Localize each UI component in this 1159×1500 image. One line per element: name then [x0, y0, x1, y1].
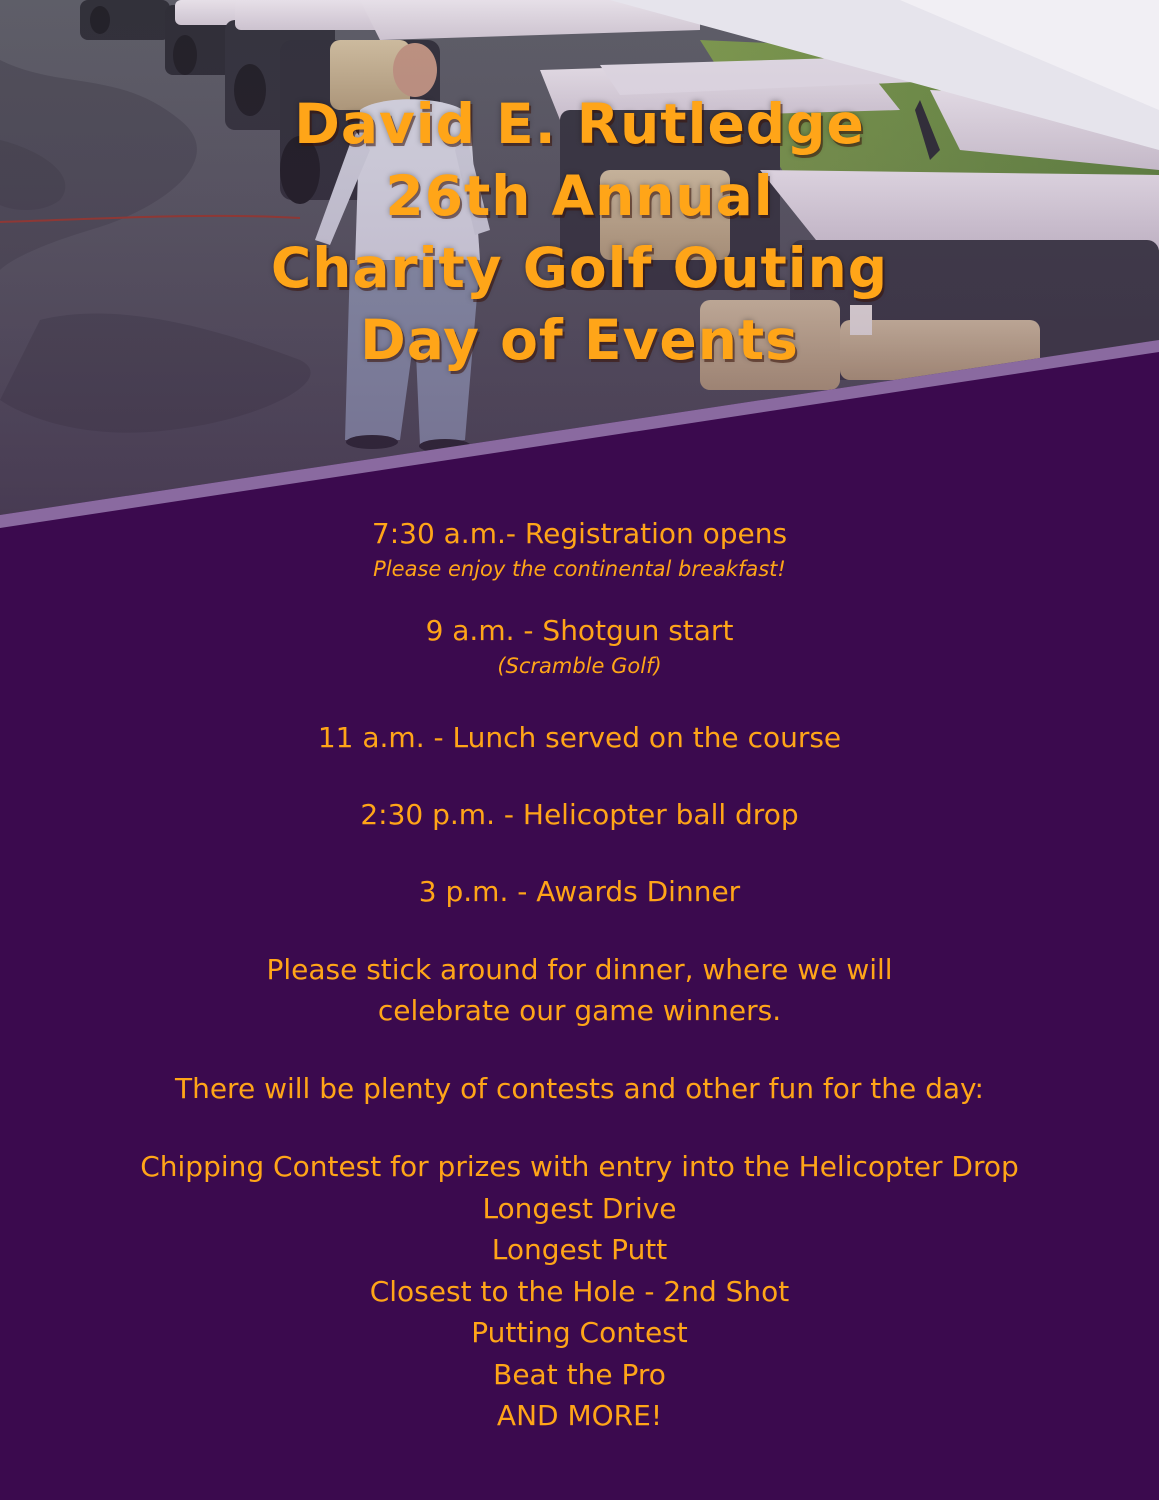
event-shotgun-note: (Scramble Golf) [497, 654, 662, 678]
list-item: Beat the Pro [493, 1357, 666, 1391]
list-item: Putting Contest [471, 1316, 688, 1349]
list-item: Closest to the Hole - 2nd Shot [369, 1274, 790, 1308]
schedule [0, 514, 1159, 1437]
title-line-2: 26th Annual [385, 164, 774, 228]
list-item: AND MORE! [496, 1399, 663, 1432]
list-item: Longest Drive [482, 1191, 677, 1225]
contests-intro: There will be plenty of contests and other fun for the day: [174, 1072, 984, 1105]
list-item: Longest Putt [491, 1233, 668, 1266]
title-line-4: Day of Events [360, 308, 799, 372]
event-registration: 7:30 a.m.- Registration opens [371, 517, 788, 550]
event-shotgun-start: 9 a.m. - Shotgun start [425, 614, 734, 647]
event-awards-dinner: 3 p.m. - Awards Dinner [418, 875, 741, 908]
event-registration-note: Please enjoy the continental breakfast! [373, 557, 786, 581]
title-line-3: Charity Golf Outing [270, 236, 889, 300]
title-line-1: David E. Rutledge [294, 92, 865, 156]
dinner-note-line-2: celebrate our game winners. [377, 994, 782, 1027]
dinner-note-line-1: Please stick around for dinner, where we will [266, 953, 893, 986]
contest-list [0, 1146, 1159, 1437]
event-helicopter-drop: 2:30 p.m. - Helicopter ball drop [360, 798, 799, 831]
event-lunch: 11 a.m. - Lunch served on the course [317, 721, 842, 754]
page-title [0, 88, 1159, 376]
list-item: Chipping Contest for prizes with entry into the Helicopter Drop [140, 1150, 1019, 1183]
